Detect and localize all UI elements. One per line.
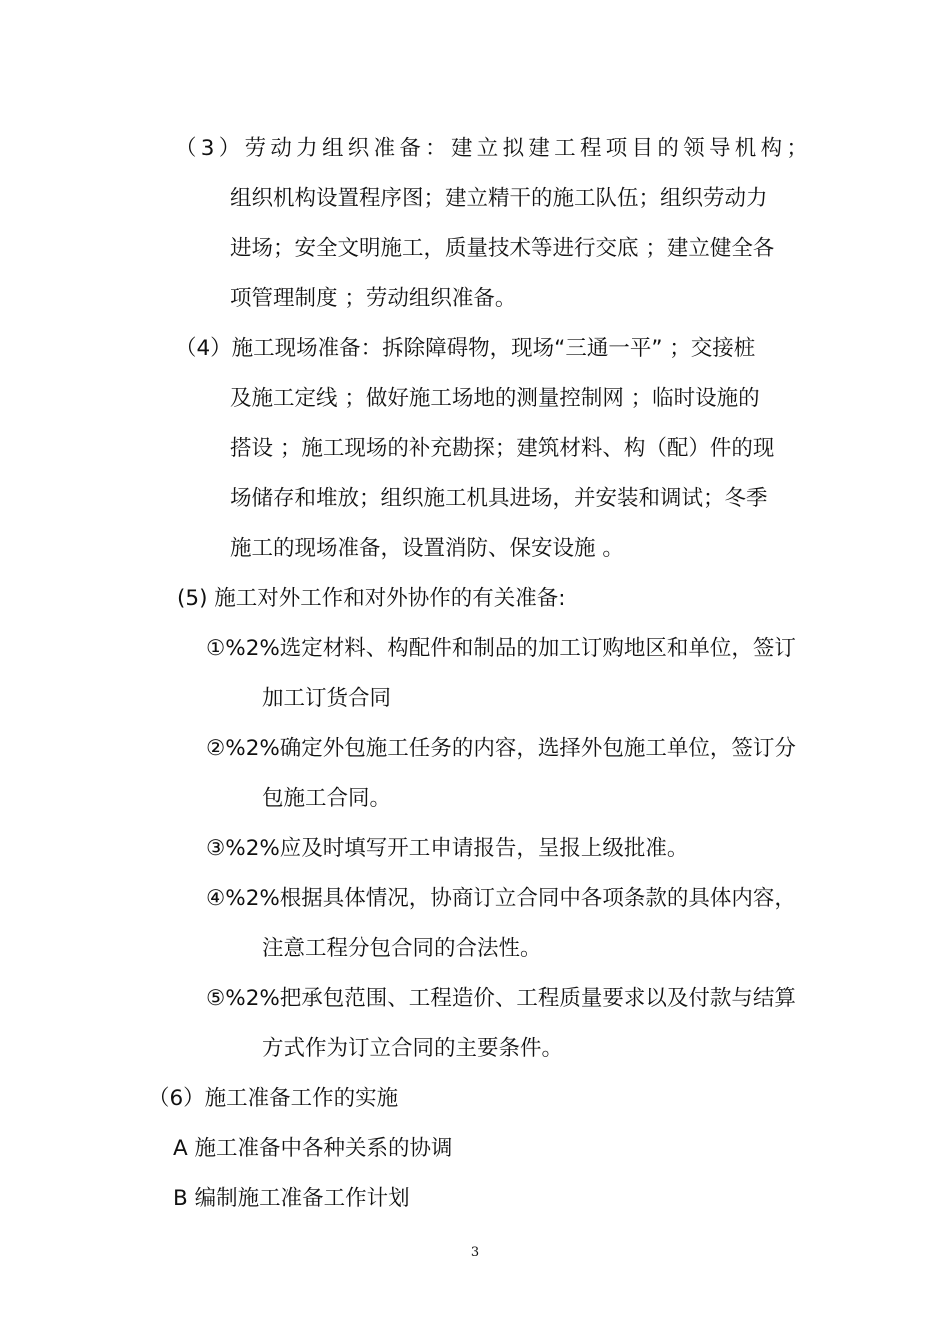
paragraph-5-heading: (5) 施工对外工作和对外协作的有关准备: [177,586,566,611]
paragraph-4-line-4: 场储存和堆放；组织施工机具进场，并安装和调试；冬季 [230,486,768,511]
paragraph-4-line-2: 及施工定线 ；做好施工场地的测量控制网 ；临时设施的 [230,386,760,411]
paragraph-3-line-3: 进场；安全文明施工，质量技术等进行交底 ；建立健全各 [230,236,775,261]
list-item-4-line-1: ④%2%根据具体情况，协商订立合同中各项条款的具体内容， [206,886,796,911]
list-item-4-line-2: 注意工程分包合同的合法性。 [262,936,542,961]
paragraph-4-line-1: （4）施工现场准备：拆除障碍物，现场“三通一平” ；交接桩 [175,336,756,361]
paragraph-3-line-2: 组织机构设置程序图；建立精干的施工队伍；组织劳动力 [230,186,768,211]
sub-item-b: B 编制施工准备工作计划 [173,1186,410,1211]
paragraph-4-line-5: 施工的现场准备，设置消防、保安设施 。 [230,536,624,561]
paragraph-3-line-4: 项管理制度 ；劳动组织准备。 [230,286,517,311]
sub-item-a: A 施工准备中各种关系的协调 [173,1136,453,1161]
list-item-5-line-2: 方式作为订立合同的主要条件。 [262,1036,564,1061]
paragraph-3-line-1: （3）劳动力组织准备：建立拟建工程项目的领导机构； [175,136,813,161]
list-item-1-line-1: ①%2%选定材料、构配件和制品的加工订购地区和单位，签订 [206,636,796,661]
list-item-2-line-2: 包施工合同。 [262,786,392,811]
list-item-5-line-1: ⑤%2%把承包范围、工程造价、工程质量要求以及付款与结算 [206,986,796,1011]
page-number: 3 [470,1245,480,1260]
list-item-2-line-1: ②%2%确定外包施工任务的内容，选择外包施工单位，签订分 [206,736,796,761]
paragraph-4-line-3: 搭设 ；施工现场的补充勘探；建筑材料、构（配）件的现 [230,436,775,461]
list-item-1-line-2: 加工订货合同 [262,686,392,711]
paragraph-6-heading: （6）施工准备工作的实施 [148,1086,399,1111]
list-item-3-line-1: ③%2%应及时填写开工申请报告，呈报上级批准。 [206,836,689,861]
